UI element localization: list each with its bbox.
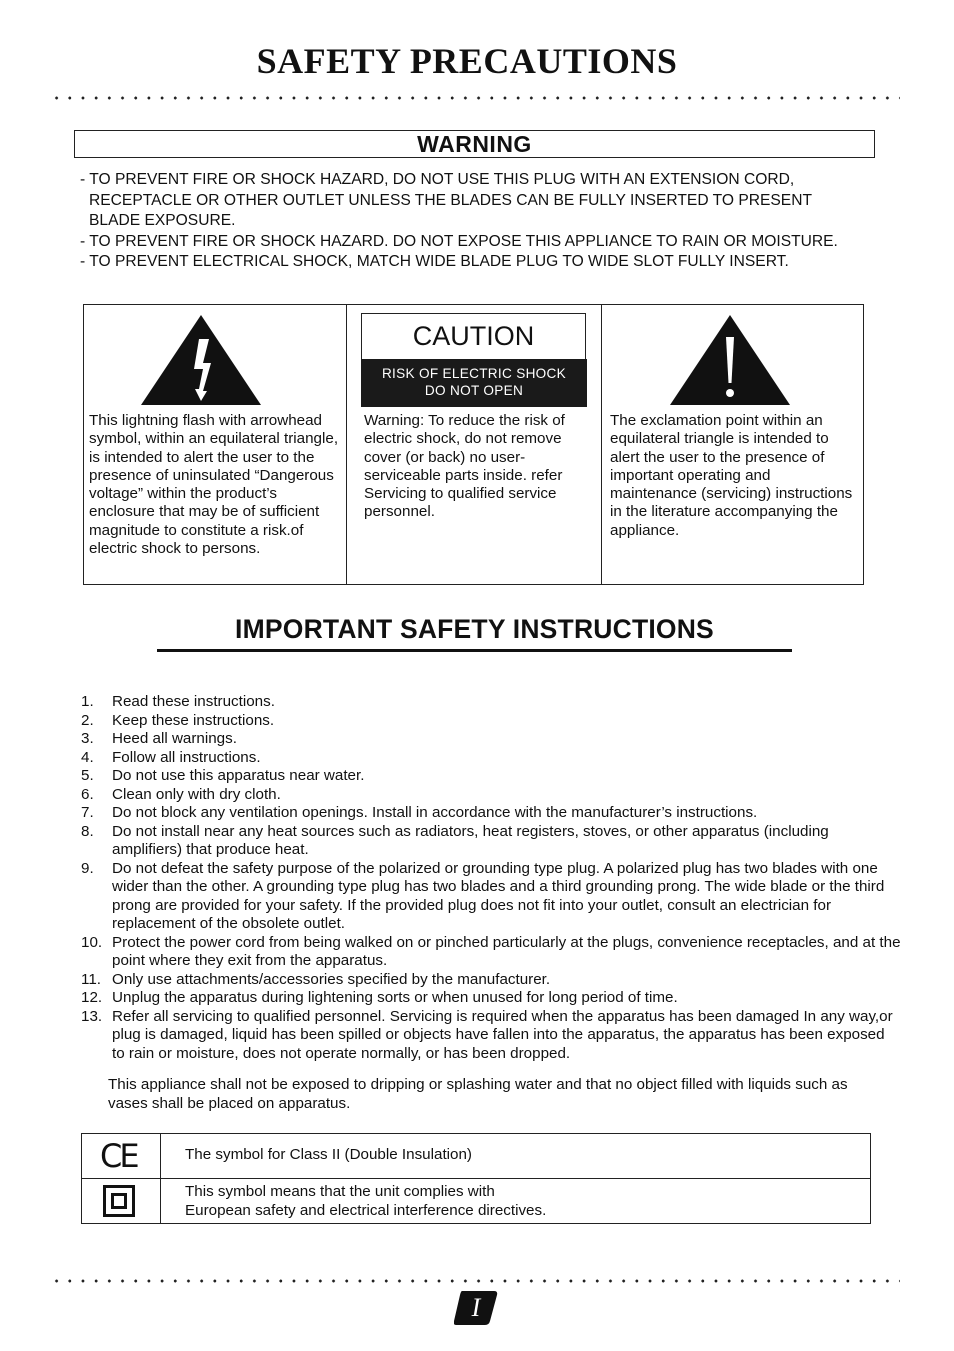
instruction-number: 4. [81,748,94,766]
instruction-text: Protect the power cord from being walked on or pinched particularly at the plugs, convenience receptacles, and at the point where they exit from the apparatus. [112,933,901,969]
caution-description: Warning: To reduce the risk of electric shock, do not remove cover (or back) no user-serviceable parts inside. refer Servicing to qualified service personnel. [364,412,565,521]
lightning-triangle-icon [139,313,263,407]
dotted-divider-top [50,96,900,100]
caution-cell [347,305,602,584]
instruction-item [81,823,901,860]
instruction-text: Clean only with dry cloth. [112,785,281,803]
page-number: I [471,1293,481,1322]
instruction-text: Heed all warnings. [112,730,237,747]
instruction-item [81,786,901,805]
instruction-item [81,971,901,990]
instruction-item [81,1008,901,1064]
compliance-text-line: This symbol means that the unit complies with [185,1183,495,1200]
compliance-row [82,1134,870,1179]
warning-line: - TO PREVENT ELECTRICAL SHOCK, MATCH WIDE BLADE PLUG TO WIDE SLOT FULLY INSERT. [80,253,789,270]
instruction-text: Read these instructions. [112,693,275,710]
warning-line: - TO PREVENT FIRE OR SHOCK HAZARD, DO NOT USE THIS PLUG WITH AN EXTENSION CORD, [80,171,795,188]
instruction-number: 11. [81,970,101,988]
instruction-text: Follow all instructions. [112,748,261,766]
exclamation-triangle-icon [668,313,792,407]
instruction-number: 9. [81,859,94,877]
instruction-number: 12. [81,989,103,1006]
instruction-item [81,989,901,1008]
compliance-row [82,1179,870,1223]
warning-text [80,170,920,273]
instruction-number: 5. [81,767,94,784]
instruction-number: 13. [81,1007,103,1025]
instruction-number: 7. [81,804,94,821]
instructions-title: IMPORTANT SAFETY INSTRUCTIONS [235,614,714,644]
compliance-text: The symbol for Class II (Double Insulation) [185,1146,472,1163]
instruction-number: 1. [81,693,94,710]
instruction-text: Keep these instructions. [112,711,275,729]
dotted-divider-bottom [50,1279,900,1283]
splash-note: This appliance shall not be exposed to dripping or splashing water and that no object filled with liquids such as vases shall be placed on apparatus. [108,1076,848,1112]
instruction-item [81,767,901,786]
ce-mark-icon: CE [100,1137,137,1175]
instruction-item [81,749,901,768]
instruction-number: 8. [81,822,94,840]
instruction-number: 2. [81,711,94,729]
instruction-item [81,730,901,749]
compliance-text-line: European safety and electrical interference directives. [185,1201,547,1219]
instructions-title-underline [157,649,792,652]
instruction-text: Refer all servicing to qualified personnel. Servicing is required when the apparatus has been damaged In any way,or plug is damaged, liquid has been spilled or objects have fallen into the apparatus, the apparatus has been exposed to rain or moisture, does not operate normally, or has been dropped. [112,1007,893,1062]
exclamation-description: The exclamation point within an equilateral triangle is intended to alert the user to the presence of important operating and maintenance (servicing) instructions in the literature accompanying the appliance. [610,412,853,539]
caution-band [361,359,587,407]
warning-line: - TO PREVENT FIRE OR SHOCK HAZARD. DO NOT EXPOSE THIS APPLIANCE TO RAIN OR MOISTURE. [80,232,838,250]
instruction-item [81,712,901,731]
instruction-text: Unplug the apparatus during lightening sorts or when unused for long period of time. [112,989,678,1006]
compliance-symbols-table [81,1133,871,1224]
instruction-number: 6. [81,785,94,803]
instruction-text: Only use attachments/accessories specified by the manufacturer. [112,970,551,988]
warning-line: RECEPTACLE OR OTHER OUTLET UNLESS THE BLADES CAN BE FULLY INSERTED TO PRESENT [89,191,812,209]
instruction-text: Do not defeat the safety purpose of the polarized or grounding type plug. A polarized plug has two blades with one wider than the other. A grounding type plug has two blades and a third grounding prong. The wide blade or the third prong are provided for your safety. If the provided plug does not fit into your outlet, consult an electrician for replacement of the obsolete outlet. [112,859,885,932]
page-title: SAFETY PRECAUTIONS [256,41,678,81]
lightning-cell [84,305,347,584]
instruction-text: Do not use this apparatus near water. [112,767,365,784]
caution-word: CAUTION [412,321,535,351]
instruction-number: 3. [81,730,94,747]
warning-line: BLADE EXPOSURE. [89,212,236,229]
exclamation-cell [602,305,863,584]
warning-heading: WARNING [74,130,875,158]
caution-label [361,313,586,406]
compliance-text [185,1183,546,1220]
instruction-item [81,693,901,712]
compliance-icon-cell [82,1134,161,1178]
instruction-item [81,934,901,971]
instruction-text: Do not install near any heat sources such as radiators, heat registers, stoves, or other apparatus (including amplifiers) that produce heat. [112,822,829,858]
page-number-badge [454,1291,498,1325]
instruction-item [81,860,901,934]
double-square-icon [103,1185,135,1217]
caution-band-line: DO NOT OPEN [424,383,524,398]
compliance-icon-cell [82,1179,161,1223]
warning-symbols-table [83,304,864,585]
instruction-number: 10. [81,933,103,951]
instruction-item [81,804,901,823]
instruction-text: Do not block any ventilation openings. Install in accordance with the manufacturer’s instructions. [112,804,758,821]
lightning-description: This lightning flash with arrowhead symbol, within an equilateral triangle, is intended to alert the user to the presence of uninsulated “Dangerous voltage” within the product’s enclosure that may be of sufficient magnitude to constitute a risk.of electric shock to persons. [89,412,339,558]
instructions-list [81,693,901,1063]
caution-band-line: RISK OF ELECTRIC SHOCK [381,366,567,381]
